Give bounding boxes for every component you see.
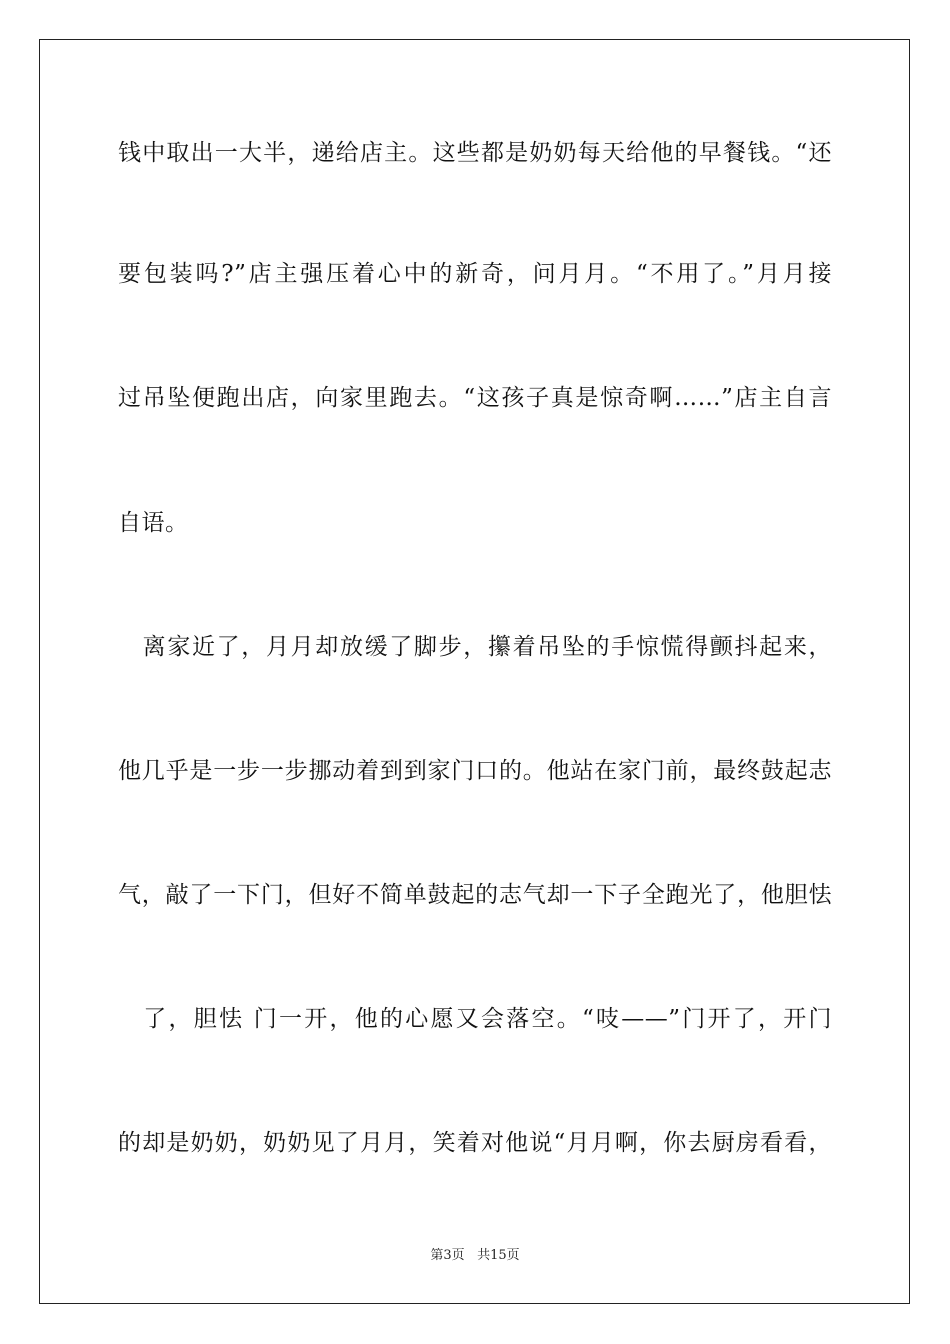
page-border [39, 39, 910, 1304]
text-line-8: 了，胆怯 门一开，他的心愿又会落空。“吱——”门开了，开门 [118, 1006, 832, 1032]
text-line-2: 要包装吗?”店主强压着心中的新奇，问月月。“不用了。”月月接 [118, 261, 832, 287]
text-line-6: 他几乎是一步一步挪动着到到家门口的。他站在家门前，最终鼓起志 [118, 758, 832, 784]
text-line-3: 过吊坠便跑出店，向家里跑去。“这孩子真是惊奇啊……”店主自言 [118, 385, 832, 411]
text-line-7: 气，敲了一下门，但好不简单鼓起的志气却一下子全跑光了，他胆怯 [118, 882, 832, 908]
text-line-5: 离家近了，月月却放缓了脚步，攥着吊坠的手惊慌得颤抖起来， [118, 634, 832, 660]
text-line-9: 的却是奶奶，奶奶见了月月，笑着对他说“月月啊，你去厨房看看， [118, 1130, 832, 1156]
text-line-4: 自语。 [118, 510, 189, 536]
page-total: 共15页 [477, 1248, 520, 1263]
page-number: 第3页 [430, 1248, 465, 1263]
text-line-1: 钱中取出一大半，递给店主。这些都是奶奶每天给他的早餐钱。“还 [118, 140, 832, 166]
page-footer [0, 1247, 950, 1265]
